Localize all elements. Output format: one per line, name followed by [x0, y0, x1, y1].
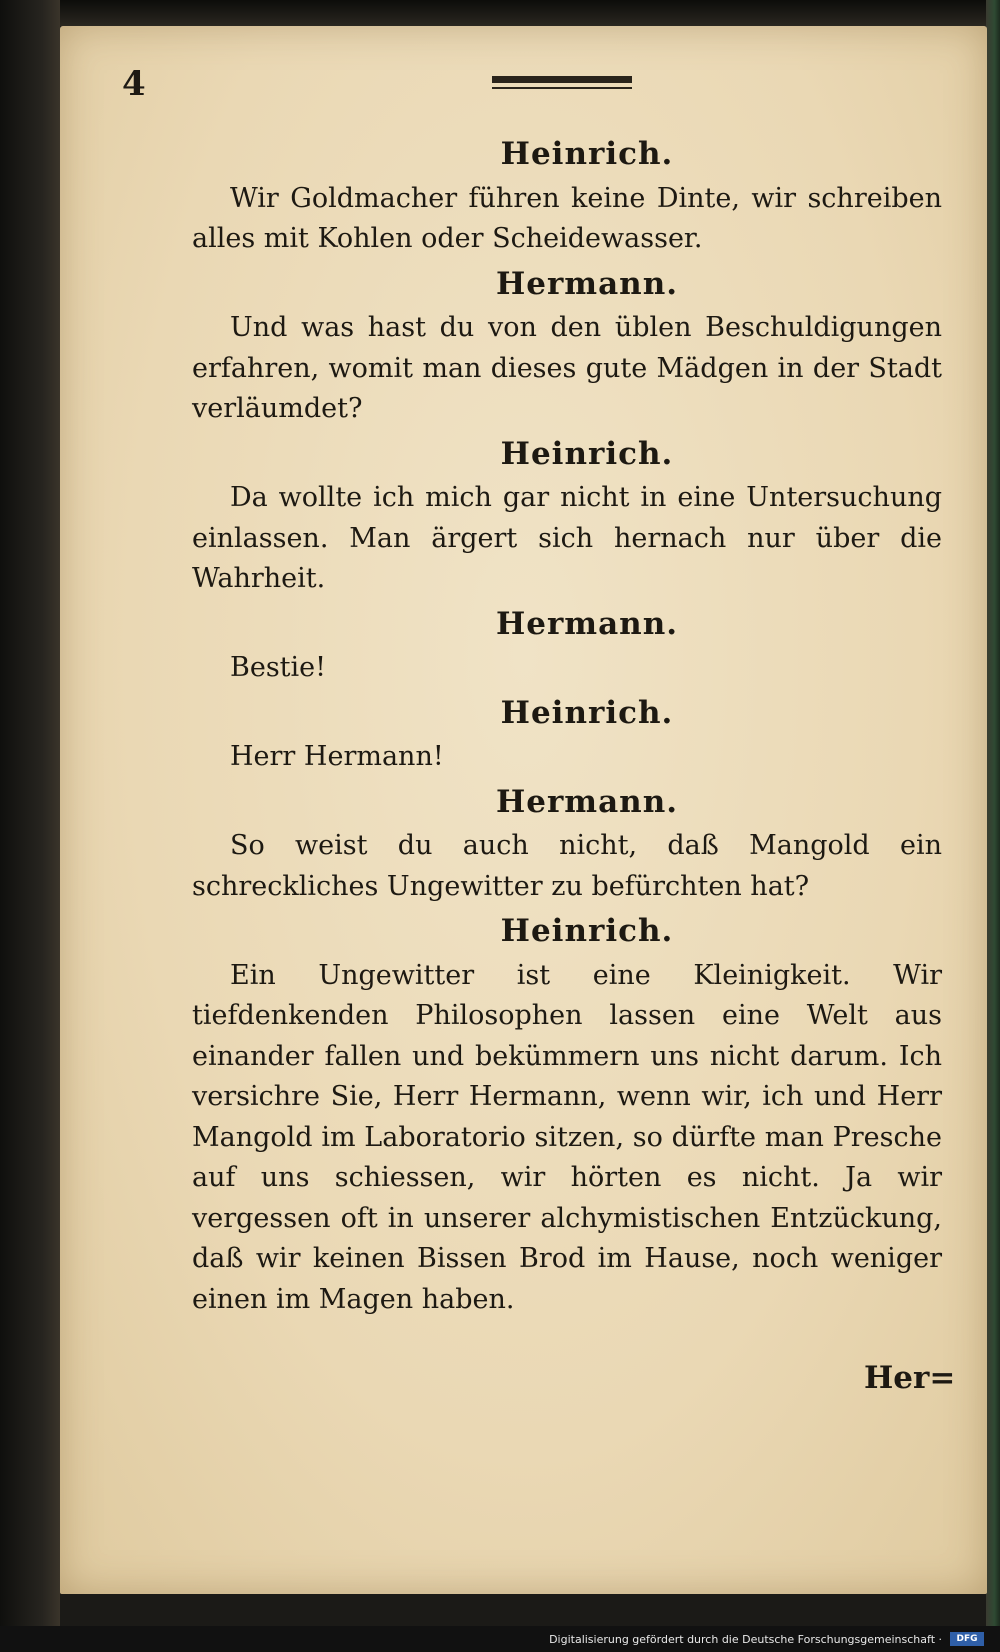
catchword: Her= — [864, 1360, 956, 1396]
speech-paragraph: Da wollte ich mich gar nicht in eine Untersuchung einlassen. Man ärgert sich hernach nur über die Wahrheit. — [192, 482, 942, 594]
scan-border-right — [986, 0, 1000, 1652]
header-rule-thick — [492, 76, 632, 83]
speech-paragraph: Wir Goldmacher führen keine Dinte, wir schreiben alles mit Kohlen oder Scheidewasser. — [192, 182, 942, 254]
speaker-heading: Heinrich. — [500, 435, 674, 472]
speech-paragraph: Bestie! — [230, 652, 326, 683]
speaker-heading: Heinrich. — [500, 136, 674, 172]
scan-border-top — [0, 0, 1000, 26]
dfg-logo: DFG — [950, 1632, 984, 1646]
speaker-heading: Hermann. — [495, 605, 679, 642]
page-number: 4 — [122, 64, 146, 104]
speech-paragraph: Ein Ungewitter ist eine Kleinigkeit. Wir tiefdenkenden Philosophen lassen eine Welt aus einander fallen und bekümmern uns nicht darum. Ich versichre Sie, Herr Hermann, wenn wir, ich und Herr Mangold im Laboratorio sitzen, so dürfte man Presche auf uns schiessen, wir hörten es nicht. Ja wir vergessen oft in unserer alchymistischen Entzückung, daß wir keinen Bissen Brod im Hause, noch weniger einen im Magen haben. — [192, 959, 942, 1315]
speaker-heading: Hermann. — [495, 783, 679, 820]
speech-paragraph: Herr Hermann! — [230, 741, 444, 772]
dialogue-text — [192, 130, 942, 1320]
speaker-heading: Hermann. — [495, 265, 679, 302]
speech-paragraph: Und was hast du von den üblen Beschuldigungen erfahren, womit man dieses gute Mädgen in der Stadt verläumdet? — [192, 312, 942, 424]
scan-border-left — [0, 0, 60, 1652]
speech-paragraph: So weist du auch nicht, daß Mangold ein schreckliches Ungewitter zu befürchten hat? — [192, 830, 942, 902]
speaker-heading: Heinrich. — [500, 913, 674, 949]
speaker-heading: Heinrich. — [500, 694, 674, 731]
footer-credit: Digitalisierung gefördert durch die Deutsche Forschungsgemeinschaft · — [549, 1633, 942, 1646]
header-rule — [492, 76, 632, 89]
header-rule-thin — [492, 87, 632, 89]
